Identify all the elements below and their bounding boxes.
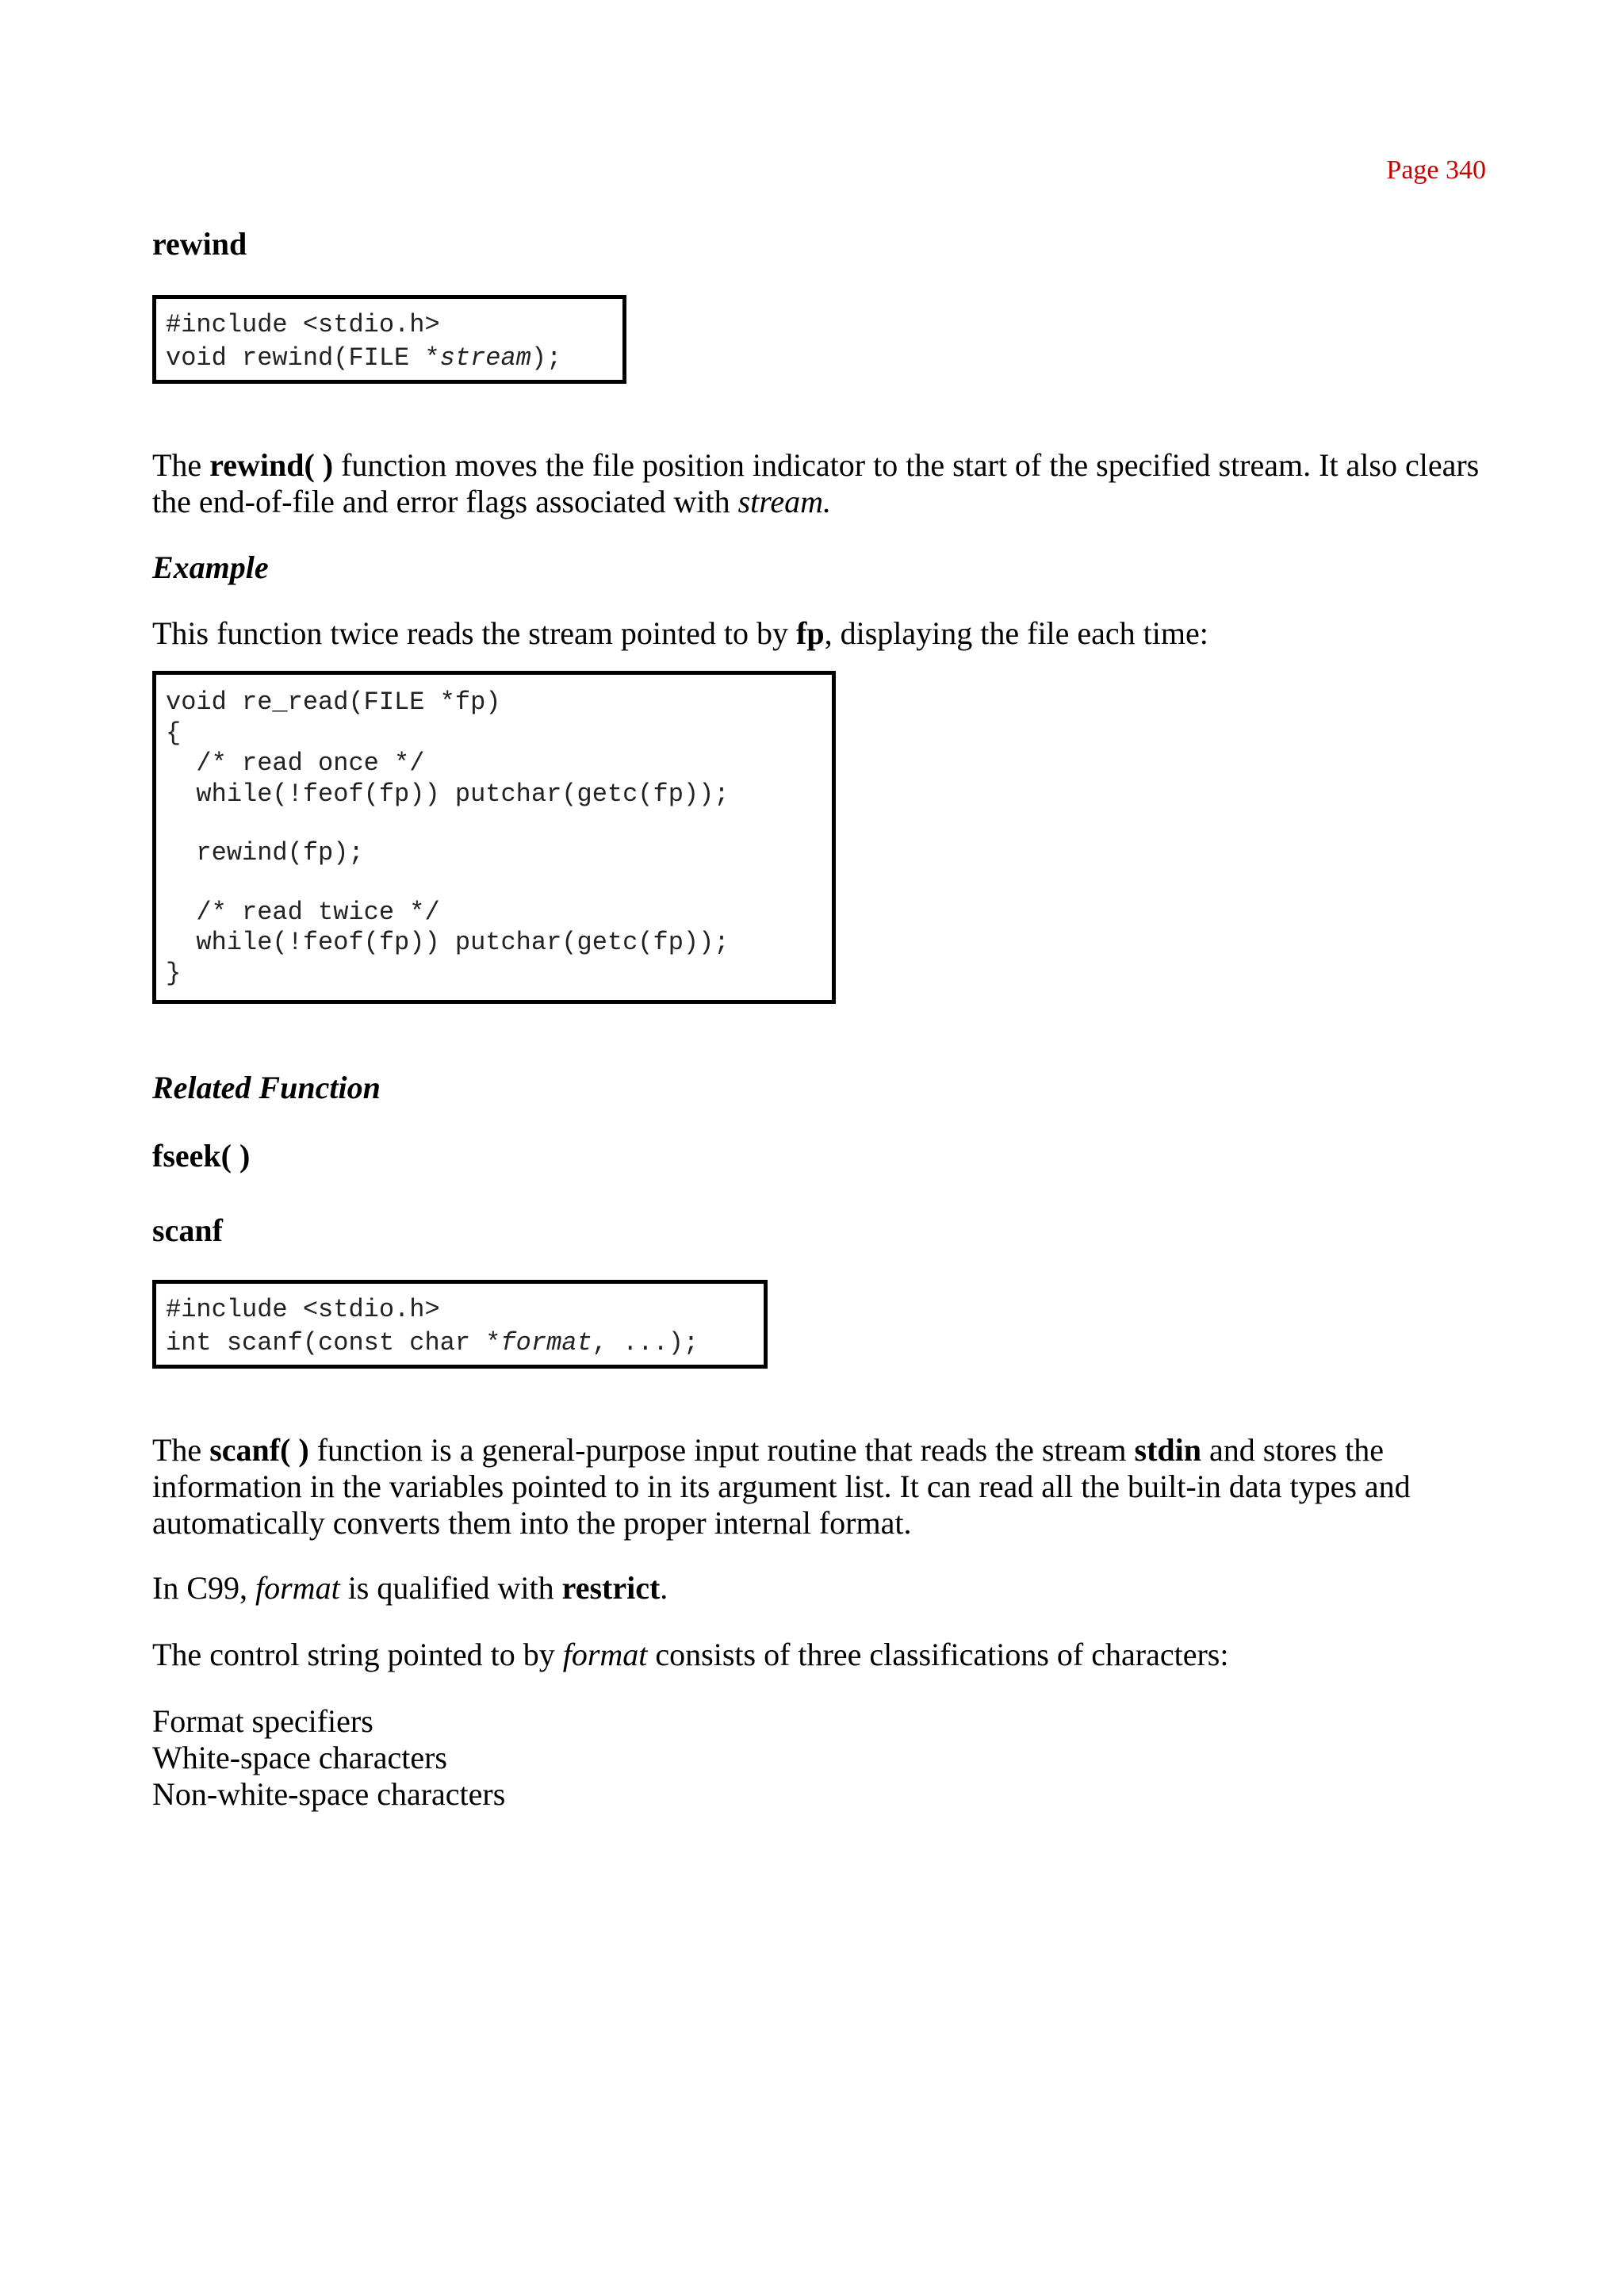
scanf-proto-param: format [500, 1328, 592, 1358]
rewind-prototype-box [152, 295, 626, 384]
code-line: /* read twice */ [166, 897, 440, 927]
example-code [166, 687, 824, 989]
code-line: { [166, 718, 182, 748]
code-line: /* read once */ [166, 749, 425, 778]
rewind-proto-line2-suffix: ); [530, 343, 562, 373]
scanf-prototype-box [152, 1280, 768, 1369]
c99-text2: is qualified with [339, 1570, 562, 1606]
page-content [152, 225, 1500, 1813]
scanf-desc-text1: The [152, 1432, 210, 1468]
example-code-box [152, 671, 836, 1004]
control-text1: The control string pointed to by [152, 1637, 563, 1672]
rewind-heading: rewind [152, 226, 247, 262]
example-intro-fp: fp [796, 615, 825, 651]
scanf-proto-line1: #include <stdio.h> [166, 1295, 440, 1324]
related-function-heading: Related Function [152, 1070, 381, 1105]
code-line [166, 810, 824, 838]
rewind-desc-text2: function moves the file position indicator to the start of the specified stream. It also clears the end-of-file and error flags associated with [152, 447, 1480, 519]
code-line: void re_read(FILE *fp) [166, 687, 501, 717]
rewind-description [152, 447, 1500, 520]
rewind-desc-text1: The [152, 447, 210, 483]
scanf-desc-text3: and stores the information in the variables pointed to in its argument list. It can read all the built-in data types and automatically converts them into the proper internal format. [152, 1432, 1411, 1541]
rewind-desc-param: stream. [737, 484, 831, 519]
control-format: format [562, 1637, 648, 1672]
example-heading: Example [152, 550, 269, 585]
rewind-desc-fn: rewind( ) [209, 447, 334, 483]
scanf-description [152, 1432, 1500, 1541]
c99-restrict: restrict [561, 1570, 661, 1606]
related-function-fseek: fseek( ) [152, 1138, 251, 1174]
c99-format: format [255, 1570, 340, 1606]
classification-list [152, 1703, 1500, 1813]
example-intro-text1: This function twice reads the stream pointed to by [152, 615, 797, 651]
scanf-desc-stdin: stdin [1134, 1432, 1201, 1468]
list-item: Non-white-space characters [152, 1776, 506, 1812]
scanf-desc-text2: function is a general-purpose input routine that reads the stream [308, 1432, 1135, 1468]
rewind-proto-param: stream [439, 343, 531, 373]
rewind-proto-line1: #include <stdio.h> [166, 310, 440, 339]
code-line: } [166, 958, 182, 988]
scanf-desc-fn: scanf( ) [209, 1432, 309, 1468]
scanf-proto-line2-suffix: , ...); [592, 1328, 699, 1358]
c99-text3: . [660, 1570, 668, 1606]
list-item: White-space characters [152, 1740, 447, 1775]
example-intro [152, 615, 1500, 652]
example-intro-text2: , displaying the file each time: [824, 615, 1208, 651]
list-item: Format specifiers [152, 1703, 373, 1739]
code-line: while(!feof(fp)) putchar(getc(fp)); [166, 928, 730, 957]
scanf-proto-line2-prefix: int scanf(const char * [166, 1328, 501, 1358]
c99-note [152, 1570, 1500, 1607]
page-number: Page 340 [1386, 155, 1486, 185]
control-text2: consists of three classifications of characters: [647, 1637, 1229, 1672]
code-line: rewind(fp); [166, 838, 364, 867]
control-string-intro [152, 1637, 1500, 1673]
c99-text1: In C99, [152, 1570, 255, 1606]
scanf-heading: scanf [152, 1212, 223, 1248]
code-line [166, 869, 824, 898]
rewind-proto-line2-prefix: void rewind(FILE * [166, 343, 440, 373]
code-line: while(!feof(fp)) putchar(getc(fp)); [166, 779, 730, 809]
